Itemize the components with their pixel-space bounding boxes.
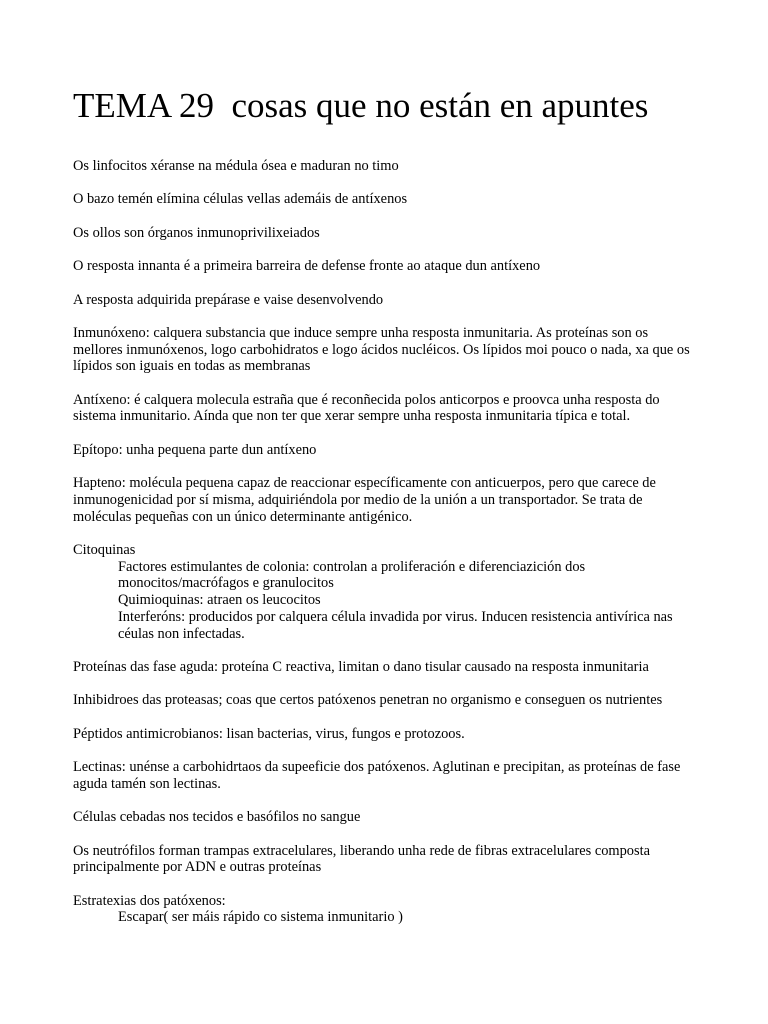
- section-heading-citoquinas: Citoquinas: [73, 542, 136, 559]
- paragraph: Hapteno: molécula pequena capaz de reaccionar específicamente con anticuerpos, pero que carece de inmunogenicidad por sí misma, adquiriéndola por medio de la unión a un transportador. Se trata de moléculas pequeñas con un único determinante antigénico.: [73, 475, 656, 525]
- paragraph: Péptidos antimicrobianos: lisan bacterias, virus, fungos e protozoos.: [73, 725, 465, 742]
- paragraph: Lectinas: unénse a carbohidrtaos da supeeficie dos patóxenos. Aglutinan e precipitan, as proteínas de fase aguda tamén son lectinas.: [73, 759, 681, 792]
- paragraph: Epítopo: unha pequena parte dun antíxeno: [73, 441, 317, 458]
- list-item: Escapar( ser máis rápido co sistema inmunitario ): [118, 909, 403, 926]
- document-body: [73, 158, 701, 926]
- paragraph: Inmunóxeno: calquera substancia que induce sempre unha resposta inmunitaria. As proteínas son os mellores inmunóxenos, logo carbohidratos e logo ácidos nucléicos. Os lípidos moi pouco o nada, xa que os lípidos son iguais en todas as membranas: [73, 324, 690, 375]
- paragraph: Proteínas das fase aguda: proteína C reactiva, limitan o dano tisular causado na resposta inmunitaria: [73, 658, 649, 675]
- paragraph: O bazo temén elímina células vellas ademáis de antíxenos: [73, 191, 408, 208]
- paragraph: O resposta innanta é a primeira barreira de defense fronte ao ataque dun antíxeno: [73, 258, 541, 275]
- list-item: Quimioquinas: atraen os leucocitos: [118, 592, 321, 609]
- paragraph: Os linfocitos xéranse na médula ósea e maduran no timo: [73, 158, 399, 174]
- list-item: Interferóns: producidos por calquera célula invadida por virus. Inducen resistencia antivírica nas céulas non infectadas.: [118, 608, 673, 642]
- list-item: Factores estimulantes de colonia: controlan a proliferación e diferenciazición dos monocitos/macrófagos e granulocitos: [118, 558, 586, 592]
- section-heading-estratexias: Estratexias dos patóxenos:: [73, 892, 226, 909]
- paragraph: A resposta adquirida prepárase e vaise desenvolvendo: [73, 291, 384, 308]
- document-title: TEMA 29 cosas que no están en apuntes: [73, 86, 649, 125]
- paragraph: Os neutrófilos forman trampas extracelulares, liberando unha rede de fibras extracelulares composta principalmente por ADN e outras proteínas: [73, 842, 650, 876]
- paragraph: Os ollos son órganos inmunoprivilixeiados: [73, 224, 320, 241]
- paragraph: Inhibidroes das proteasas; coas que certos patóxenos penetran no organismo e conseguen os nutrientes: [73, 692, 663, 709]
- paragraph: Antíxeno: é calquera molecula estraña que é reconñecida polos anticorpos e proovca unha resposta do sistema inmunitario. Aínda que non ter que xerar sempre unha resposta inmunitaria típica e total.: [73, 391, 660, 425]
- paragraph: Células cebadas nos tecidos e basófilos no sangue: [73, 809, 361, 826]
